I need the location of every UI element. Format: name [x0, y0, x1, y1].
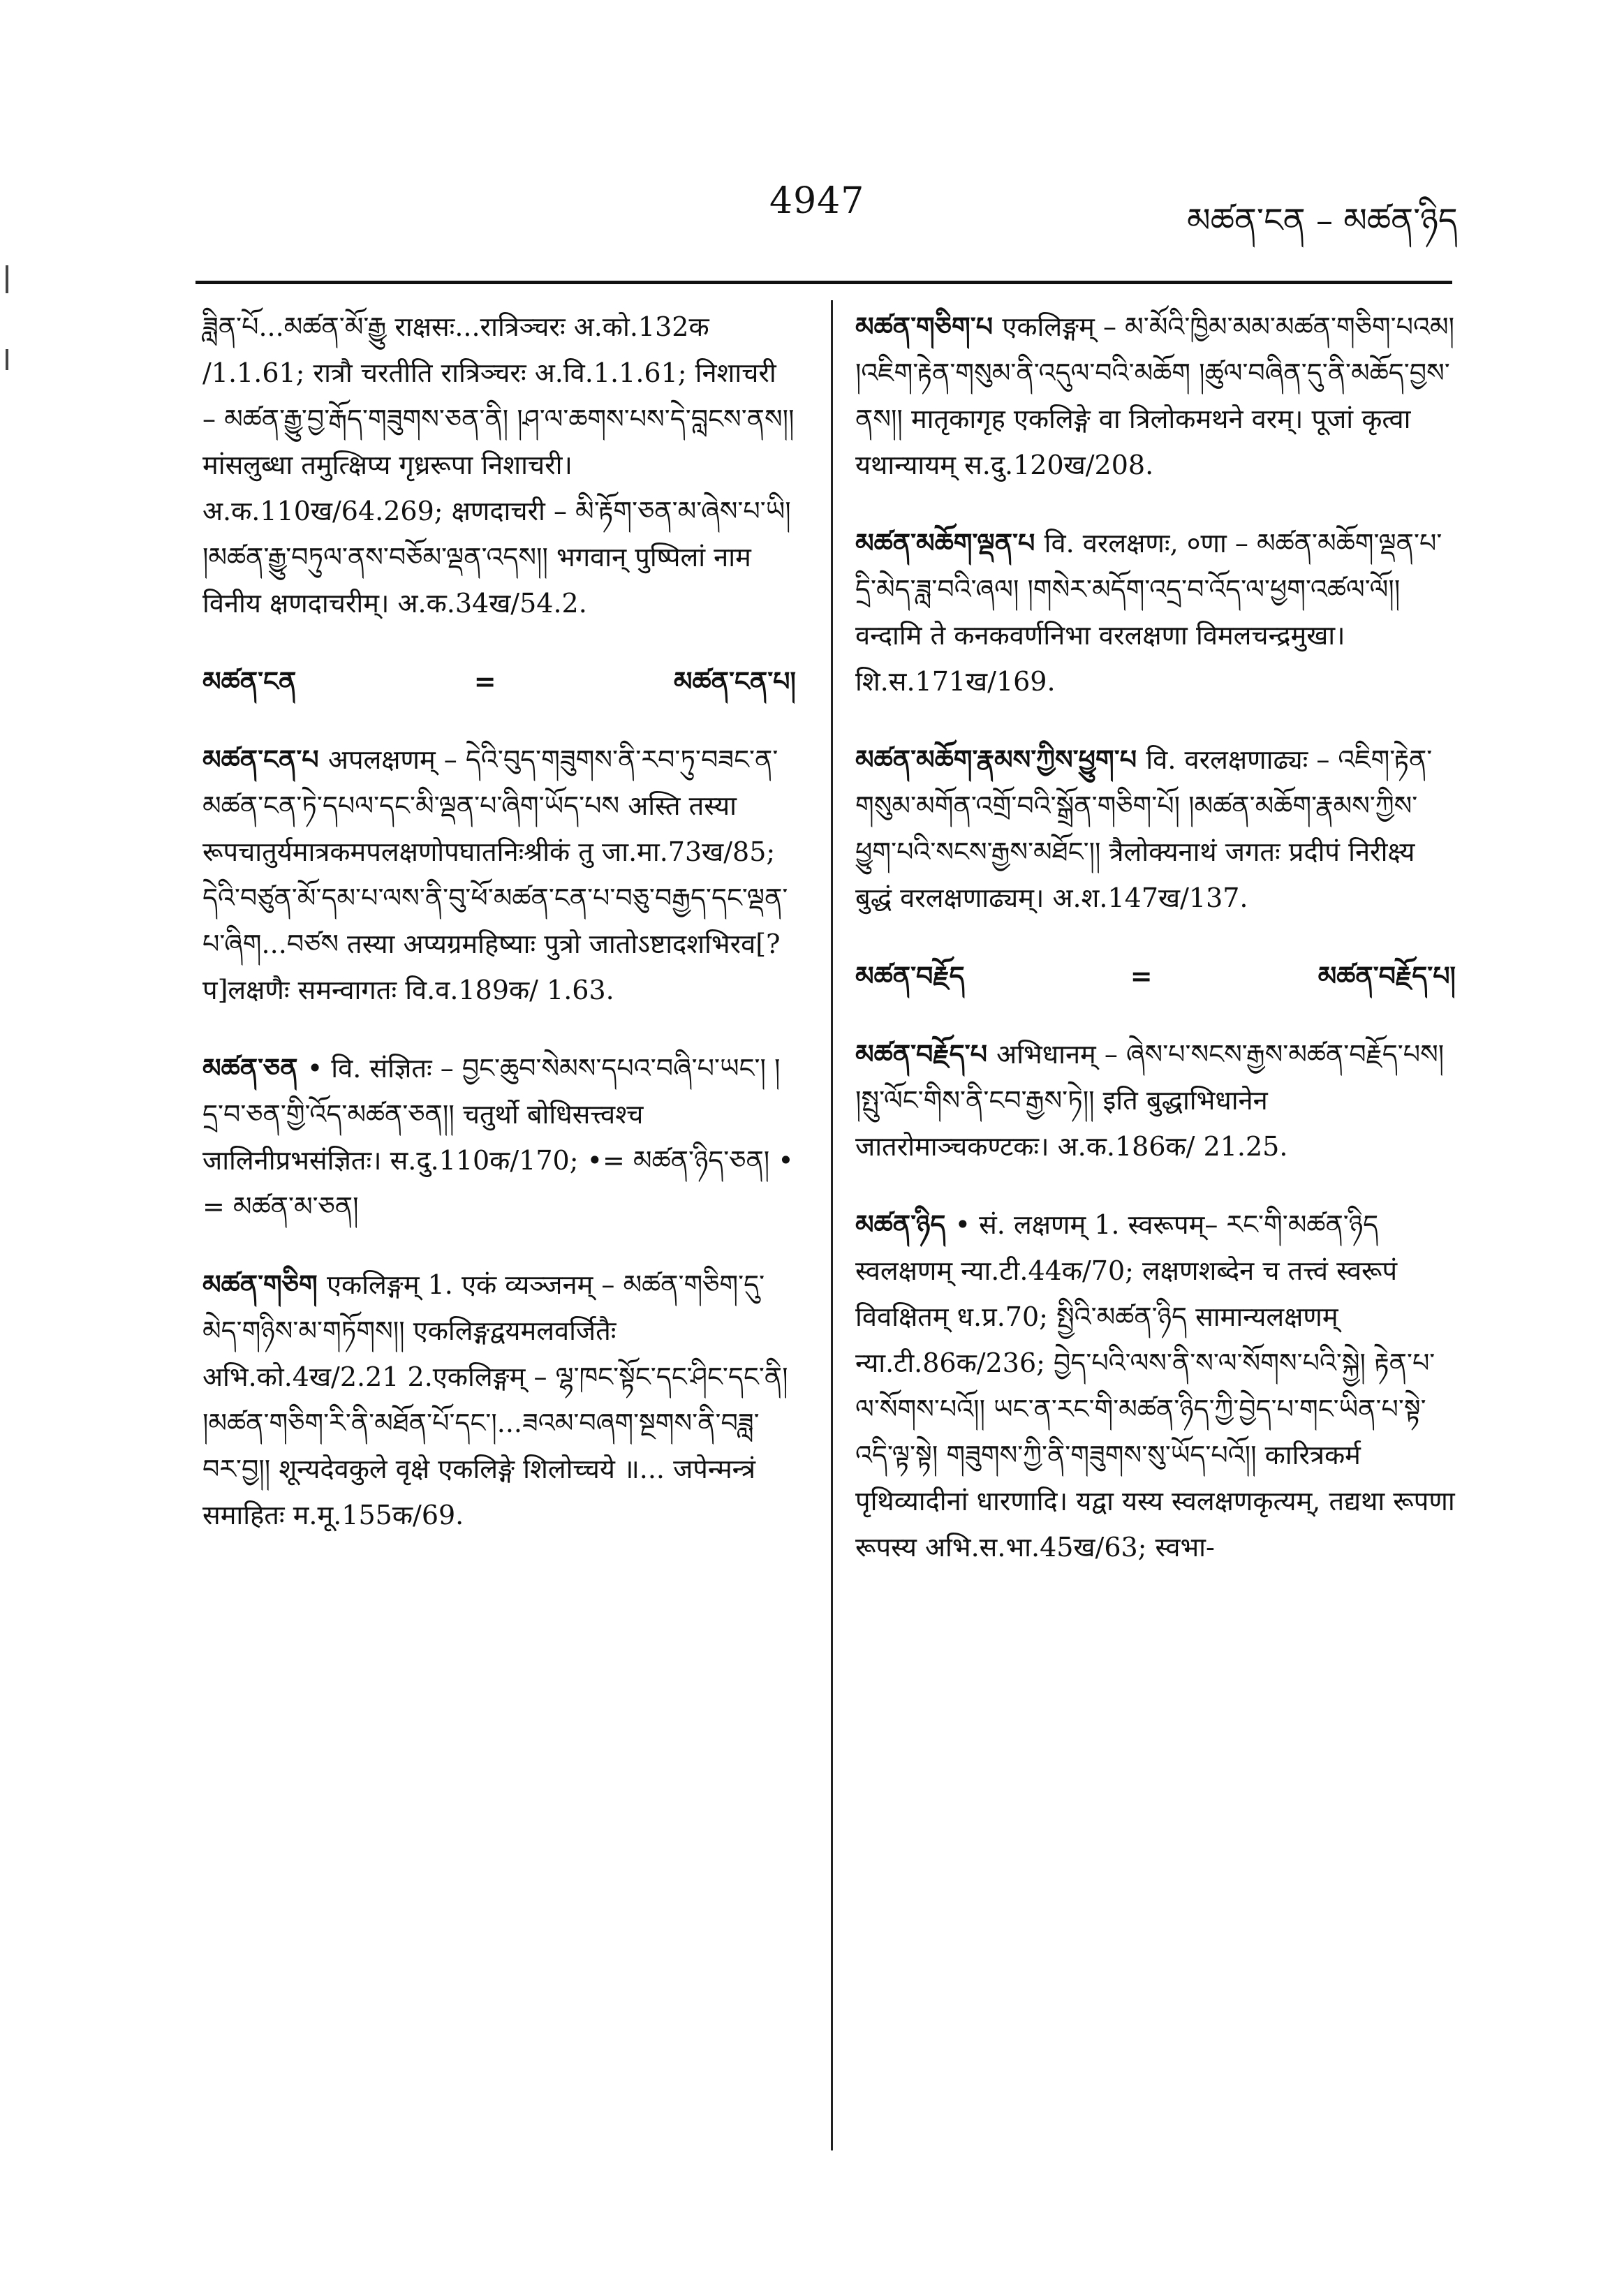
right-column	[855, 304, 1456, 1602]
dictionary-entry	[855, 737, 1456, 921]
dictionary-entry	[202, 1045, 796, 1230]
dictionary-entry	[855, 304, 1456, 488]
entry-headword: མཚན་བརྗོད་པ	[855, 1038, 997, 1070]
entry-text: • सं. लक्षणम् 1. स्वरूपम्– རང་གི་མཚན་ཉིད स्वलक्षणम् न्या.टी.44क/70; लक्षणशब्देन च तत्त्वं स्वरूपं विवक्षितम् ध.प्र.70; སྤྱིའི་མཚན་ཉིད सामान्यलक्षणम् न्या.टी.86क/236; བྱེད་པའི་ལས་ནི་ས་ལ་སོགས་པའི་སྐྱེ། རྟེན་པ་ལ་སོགས་པའོ།། ཡང་ན་རང་གི་མཚན་ཉིད་ཀྱི་བྱེད་པ་གང་ཡིན་པ་སྟེ་འདི་ལྟ་སྟེ། གཟུགས་ཀྱི་ནི་གཟུགས་སུ་ཡོད་པའོ།། कारित्रकर्म पृथिव्यादीनां धारणादि। यद्वा यस्य स्वलक्षणकृत्यम्, तद्यथा रूपणा रूपस्य अभि.स.भा.45ख/63; स्वभा-	[855, 1209, 1455, 1563]
running-head: མཚན་ངན – མཚན་ཉིད	[1187, 201, 1458, 240]
entry-headword: མཚན་གཅིག་པ	[855, 311, 1003, 342]
entry-headword: མཚན་ཅན	[202, 1052, 307, 1084]
cross-reference	[855, 953, 1456, 999]
entry-headword: མཚན་ཉིད	[855, 1209, 955, 1240]
margin-mark	[6, 349, 8, 370]
dictionary-entry	[855, 520, 1456, 704]
entry-text: वि. वरलक्षणाढ्यः – འཇིག་རྟེན་གསུམ་མགོན་འགྲོ་བའི་སྒྲོན་གཅིག་པོ། །མཚན་མཆོག་རྣམས་ཀྱིས་ཕྱུག་པའི་སངས་རྒྱས་མཐོང་།། त्रैलोक्यनाथं जगतः प्रदीपं निरीक्ष्य बुद्धं वरलक्षणाढ्यम्। अ.श.147ख/137.	[855, 744, 1433, 913]
entry-text: अपलक्षणम् – དེའི་བུད་གཟུགས་ནི་རབ་ཏུ་བཟང་ན་མཚན་ངན་ཏེ་དཔལ་དང་མི་ལྡན་པ་ཞིག་ཡོད་པས अस्ति तस्या रूपचातुर्यमात्रकमपलक्षणोपघातनिःश्रीकं तु जा.मा.73ख/85; དེའི་བཙུན་མོ་དམ་པ་ལས་ནི་བུ་ཕོ་མཚན་ངན་པ་བཅུ་བརྒྱད་དང་ལྡན་པ་ཞིག...བཙས तस्या अप्यग्रमहिष्याः पुत्रो जातोऽष्टादशभिरव[?प]लक्षणैः समन्वागतः वि.व.189क/ 1.63.	[202, 744, 788, 1005]
entry-headword: མཚན་མཆོག་རྣམས་ཀྱིས་ཕྱུག་པ	[855, 744, 1146, 775]
entry-text: अभिधानम् – ཞེས་པ་སངས་རྒྱས་མཚན་བརྗོད་པས། །སྤུ་ལོང་གིས་ནི་ངབ་རྒྱས་ཏེ།། इति बुद्धाभिधानेन जातरोमाञ्चकण्टकः। अ.क.186क/ 21.25.	[855, 1039, 1445, 1162]
crossref-target: མཚན་བརྗོད་པ།	[1317, 960, 1456, 991]
crossref-headword: མཚན་ངན	[202, 665, 297, 697]
crossref-target: མཚན་ངན་པ།	[673, 665, 796, 697]
dictionary-entry	[202, 304, 796, 626]
entry-text: • वि. संज्ञितः – བྱང་ཆུབ་སེམས་དཔའ་བཞི་པ་ཡང་། །དྲ་བ་ཅན་གྱི་འོད་མཚན་ཅན།། चतुर्थो बोधिसत्त्वश्च जालिनीप्रभसंज्ञितः। स.दु.110क/170; •= མཚན་ཉིད་ཅན། • = མཚན་མ་ཅན།	[202, 1053, 794, 1222]
page-number: 4947	[769, 180, 865, 222]
column-divider	[831, 300, 833, 2150]
left-column	[202, 304, 796, 1570]
dictionary-entry	[202, 737, 796, 1013]
crossref-headword: མཚན་བརྗོད	[855, 960, 965, 991]
margin-mark	[6, 265, 8, 293]
entry-text: ཟླིན་པོ...མཚན་མོ་རྒྱུ राक्षसः...रात्रिञ्चरः अ.को.132क /1.1.61; रात्रौ चरतीति रात्रिञ्चरः अ.वि.1.1.61; निशाचरी – མཚན་རྒྱུ་བྱ་རྒོད་གཟུགས་ཅན་ནི། །ཤ་ལ་ཆགས་པས་དེ་བླངས་ནས།། मांसलुब्धा तमुत्क्षिप्य गृध्ररूपा निशाचरी। अ.क.110ख/64.269; क्षणदाचरी – མི་རྟོག་ཅན་མ་ཞེས་པ་ཡི། །མཚན་རྒྱུ་བཏུལ་ནས་བཅོམ་ལྡན་འདས།། भगवान् पुष्पिलां नाम विनीय क्षणदाचरीम्। अ.क.34ख/54.2.	[202, 311, 795, 619]
crossref-sign: =	[1130, 960, 1153, 991]
dictionary-entry	[855, 1031, 1456, 1169]
entry-text: एकलिङ्गम् 1. एकं व्यञ्जनम् – མཚན་གཅིག་དུ་མེད་གཉིས་མ་གཏོགས།། एकलिङ्गद्वयमलवर्जितैः अभि.को.4ख/2.21 2.एकलिङ्गम् – ལྷ་ཁང་སྟོང་དང་ཤིང་དང་ནི། །མཚན་གཅིག་རི་ནི་མཐོན་པོ་དང་།...ཟའམ་བཞག་སྔགས་ནི་བཟླ་བར་བྱ།། शून्यदेवकुले वृक्षे एकलिङ्गे शिलोच्चये ॥... जपेन्मन्त्रं समाहितः म.मू.155क/69.	[202, 1269, 788, 1530]
dictionary-entry	[855, 1202, 1456, 1570]
entry-text: वि. वरलक्षणः, ०णा – མཚན་མཆོག་ལྡན་པ་དྲི་མེད་ཟླ་བའི་ཞལ། །གསེར་མདོག་འདྲ་བ་འོད་ལ་ཕྱག་འཚལ་ལོ།། वन्दामि ते कनकवर्णनिभा वरलक्षणा विमलचन्द्रमुखा। शि.स.171ख/169.	[855, 528, 1442, 697]
dictionary-entry	[202, 1262, 796, 1538]
cross-reference	[202, 658, 796, 704]
crossref-sign: =	[473, 665, 496, 697]
header-rule	[195, 281, 1452, 284]
entry-headword: མཚན་མཆོག་ལྡན་པ	[855, 527, 1044, 559]
entry-text: एकलिङ्गम् – མ་མོའི་ཁྱིམ་མམ་མཚན་གཅིག་པའམ། །འཇིག་རྟེན་གསུམ་ནི་འདུལ་བའི་མཆོག །ཚུལ་བཞིན་དུ་ནི་མཆོད་བྱས་ནས།། मातृकागृह एकलिङ्गे वा त्रिलोकमथने वरम्। पूजां कृत्वा यथान्यायम् स.दु.120ख/208.	[855, 311, 1455, 480]
entry-headword: མཚན་ངན་པ	[202, 744, 328, 775]
entry-headword: མཚན་གཅིག	[202, 1269, 327, 1300]
